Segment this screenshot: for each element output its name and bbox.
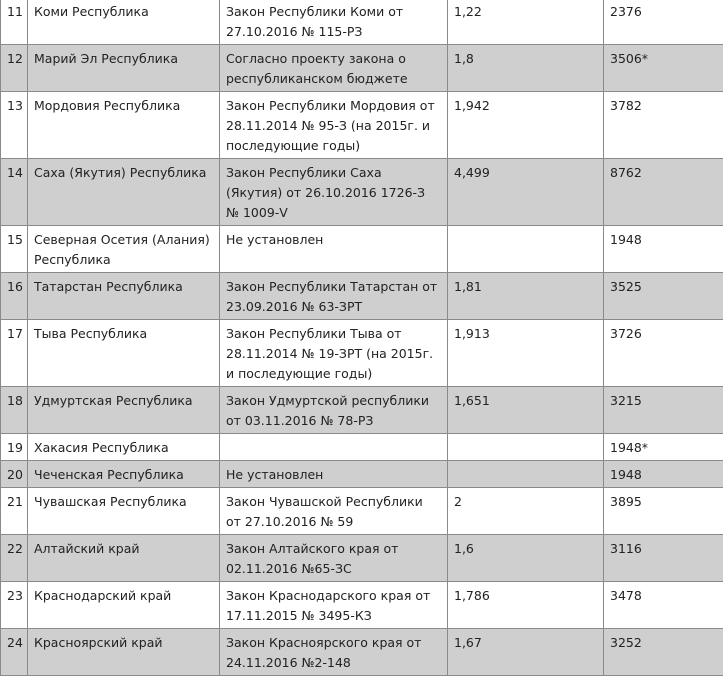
coefficient-value: [448, 461, 604, 488]
region-name: Краснодарский край: [28, 582, 220, 629]
table-row: [1, 273, 723, 320]
amount-value: 3506*: [604, 45, 723, 92]
law-reference: Закон Республики Татарстан от 23.09.2016 № 63-ЗРТ: [220, 273, 448, 320]
table-row: [1, 92, 723, 159]
amount-value: 2376: [604, 0, 723, 45]
table-row: [1, 159, 723, 226]
row-number: 23: [1, 582, 28, 629]
region-name: Чеченская Республика: [28, 461, 220, 488]
law-reference: Закон Республики Тыва от 28.11.2014 № 19-ЗРТ (на 2015г. и последующие годы): [220, 320, 448, 387]
row-number: 20: [1, 461, 28, 488]
table-row: [1, 45, 723, 92]
table-row: [1, 226, 723, 273]
amount-value: 3252: [604, 629, 723, 676]
amount-value: 3478: [604, 582, 723, 629]
amount-value: 3525: [604, 273, 723, 320]
table-row: [1, 488, 723, 535]
law-reference: Закон Краснодарского края от 17.11.2015 № 3495-КЗ: [220, 582, 448, 629]
coefficient-value: 4,499: [448, 159, 604, 226]
amount-value: 3782: [604, 92, 723, 159]
coefficient-value: 1,6: [448, 535, 604, 582]
amount-value: 3895: [604, 488, 723, 535]
law-reference: Закон Республики Саха (Якутия) от 26.10.2016 1726-З № 1009-V: [220, 159, 448, 226]
row-number: 15: [1, 226, 28, 273]
region-name: Северная Осетия (Алания) Республика: [28, 226, 220, 273]
row-number: 16: [1, 273, 28, 320]
region-name: Марий Эл Республика: [28, 45, 220, 92]
row-number: 11: [1, 0, 28, 45]
region-name: Удмуртская Республика: [28, 387, 220, 434]
table-row: [1, 461, 723, 488]
row-number: 14: [1, 159, 28, 226]
table-row: [1, 629, 723, 676]
region-name: Чувашская Республика: [28, 488, 220, 535]
table-row: [1, 320, 723, 387]
law-reference: [220, 434, 448, 461]
row-number: 13: [1, 92, 28, 159]
row-number: 22: [1, 535, 28, 582]
law-reference: Закон Алтайского края от 02.11.2016 №65-ЗС: [220, 535, 448, 582]
row-number: 12: [1, 45, 28, 92]
row-number: 18: [1, 387, 28, 434]
table-row: [1, 434, 723, 461]
coefficient-value: 1,651: [448, 387, 604, 434]
coefficient-value: 1,913: [448, 320, 604, 387]
coefficient-value: 1,8: [448, 45, 604, 92]
row-number: 19: [1, 434, 28, 461]
law-reference: Согласно проекту закона о республиканском бюджете: [220, 45, 448, 92]
region-name: Коми Республика: [28, 0, 220, 45]
coefficient-value: [448, 226, 604, 273]
coefficient-value: 1,22: [448, 0, 604, 45]
amount-value: 3215: [604, 387, 723, 434]
law-reference: Закон Чувашской Республики от 27.10.2016 № 59: [220, 488, 448, 535]
law-reference: Не установлен: [220, 461, 448, 488]
law-reference: Закон Республики Мордовия от 28.11.2014 № 95-З (на 2015г. и последующие годы): [220, 92, 448, 159]
coefficient-value: 1,67: [448, 629, 604, 676]
region-name: Тыва Республика: [28, 320, 220, 387]
region-name: Красноярский край: [28, 629, 220, 676]
table-row: [1, 0, 723, 45]
coefficient-value: 1,942: [448, 92, 604, 159]
table-row: [1, 582, 723, 629]
coefficient-value: 1,786: [448, 582, 604, 629]
amount-value: 1948*: [604, 434, 723, 461]
regions-table-body: [1, 0, 723, 676]
coefficient-value: 1,81: [448, 273, 604, 320]
amount-value: 1948: [604, 461, 723, 488]
coefficient-value: [448, 434, 604, 461]
law-reference: Не установлен: [220, 226, 448, 273]
amount-value: 3726: [604, 320, 723, 387]
law-reference: Закон Республики Коми от 27.10.2016 № 115-РЗ: [220, 0, 448, 45]
table-row: [1, 387, 723, 434]
row-number: 17: [1, 320, 28, 387]
amount-value: 8762: [604, 159, 723, 226]
row-number: 21: [1, 488, 28, 535]
table-row: [1, 535, 723, 582]
region-name: Хакасия Республика: [28, 434, 220, 461]
amount-value: 3116: [604, 535, 723, 582]
law-reference: Закон Удмуртской республики от 03.11.2016 № 78-РЗ: [220, 387, 448, 434]
region-name: Мордовия Республика: [28, 92, 220, 159]
coefficient-value: 2: [448, 488, 604, 535]
law-reference: Закон Красноярского края от 24.11.2016 №2-148: [220, 629, 448, 676]
region-name: Саха (Якутия) Республика: [28, 159, 220, 226]
row-number: 24: [1, 629, 28, 676]
amount-value: 1948: [604, 226, 723, 273]
region-name: Татарстан Республика: [28, 273, 220, 320]
region-name: Алтайский край: [28, 535, 220, 582]
